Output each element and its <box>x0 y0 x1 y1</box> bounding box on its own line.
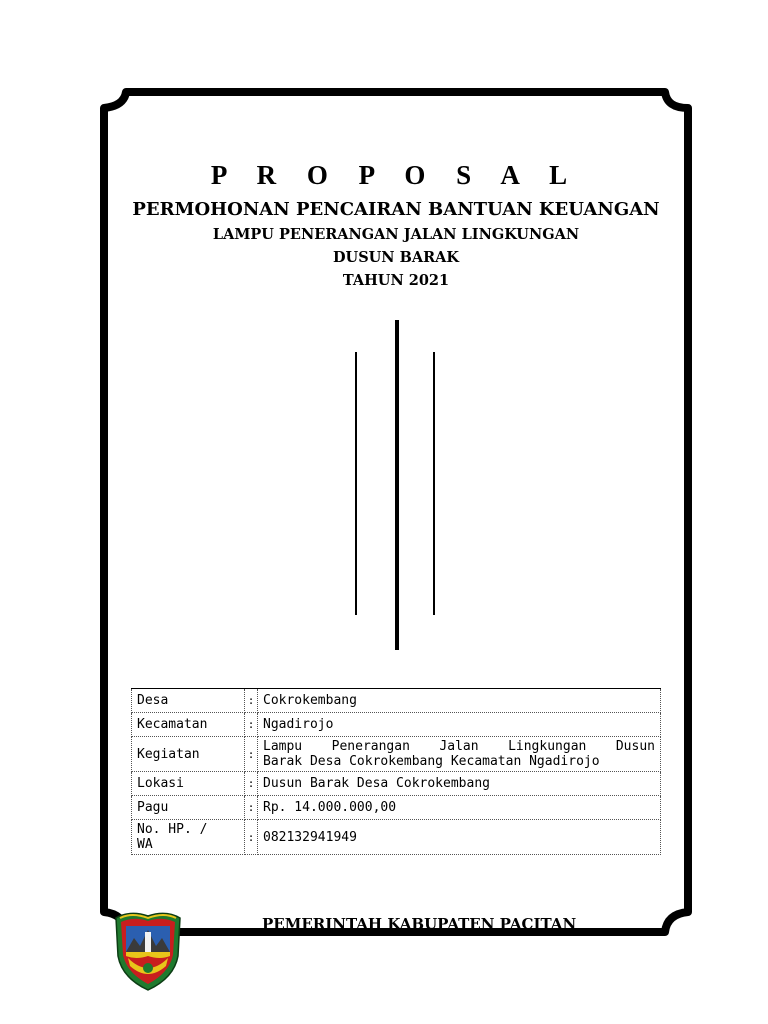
table-row <box>132 713 661 737</box>
row-label: Kecamatan <box>132 713 245 737</box>
row-label <box>132 820 245 855</box>
row-label-line: No. HP. / <box>137 822 208 837</box>
row-separator: : <box>245 820 258 855</box>
row-label-line: WA <box>137 837 153 852</box>
row-separator: : <box>245 713 258 737</box>
row-label: Pagu <box>132 796 245 820</box>
row-label: Desa <box>132 689 245 713</box>
document-subtitle-main: PERMOHONAN PENCAIRAN BANTUAN KEUANGAN <box>132 199 660 220</box>
decorative-vertical-line-left <box>355 352 357 615</box>
document-subtitle-year: TAHUN 2021 <box>342 272 450 289</box>
document-subtitle-location: DUSUN BARAK <box>332 249 460 266</box>
table-row <box>132 689 661 713</box>
info-table <box>131 688 661 855</box>
table-row <box>132 820 661 855</box>
decorative-vertical-line-center <box>395 320 399 650</box>
row-label: Lokasi <box>132 772 245 796</box>
footer-government-name: PEMERINTAH KABUPATEN PACITAN <box>262 915 577 929</box>
row-value-line: Barak Desa Cokrokembang Kecamatan Ngadirojo <box>263 754 600 769</box>
row-value: 082132941949 <box>258 820 661 855</box>
row-value <box>258 737 661 772</box>
table-row <box>132 737 661 772</box>
document-subtitle-activity: LAMPU PENERANGAN JALAN LINGKUNGAN <box>212 226 580 243</box>
row-separator: : <box>245 689 258 713</box>
table-row <box>132 796 661 820</box>
row-value: Cokrokembang <box>258 689 661 713</box>
decorative-vertical-line-right <box>433 352 435 615</box>
row-value: Ngadirojo <box>258 713 661 737</box>
row-value: Dusun Barak Desa Cokrokembang <box>258 772 661 796</box>
row-separator: : <box>245 796 258 820</box>
row-value: Rp. 14.000.000,00 <box>258 796 661 820</box>
document-title: P R O P O S A L <box>210 160 580 190</box>
row-separator: : <box>245 772 258 796</box>
row-value-line: Lampu Penerangan Jalan Lingkungan Dusun <box>263 739 655 754</box>
row-label: Kegiatan <box>132 737 245 772</box>
table-row <box>132 772 661 796</box>
pacitan-regency-emblem-icon <box>112 908 184 992</box>
row-separator: : <box>245 737 258 772</box>
